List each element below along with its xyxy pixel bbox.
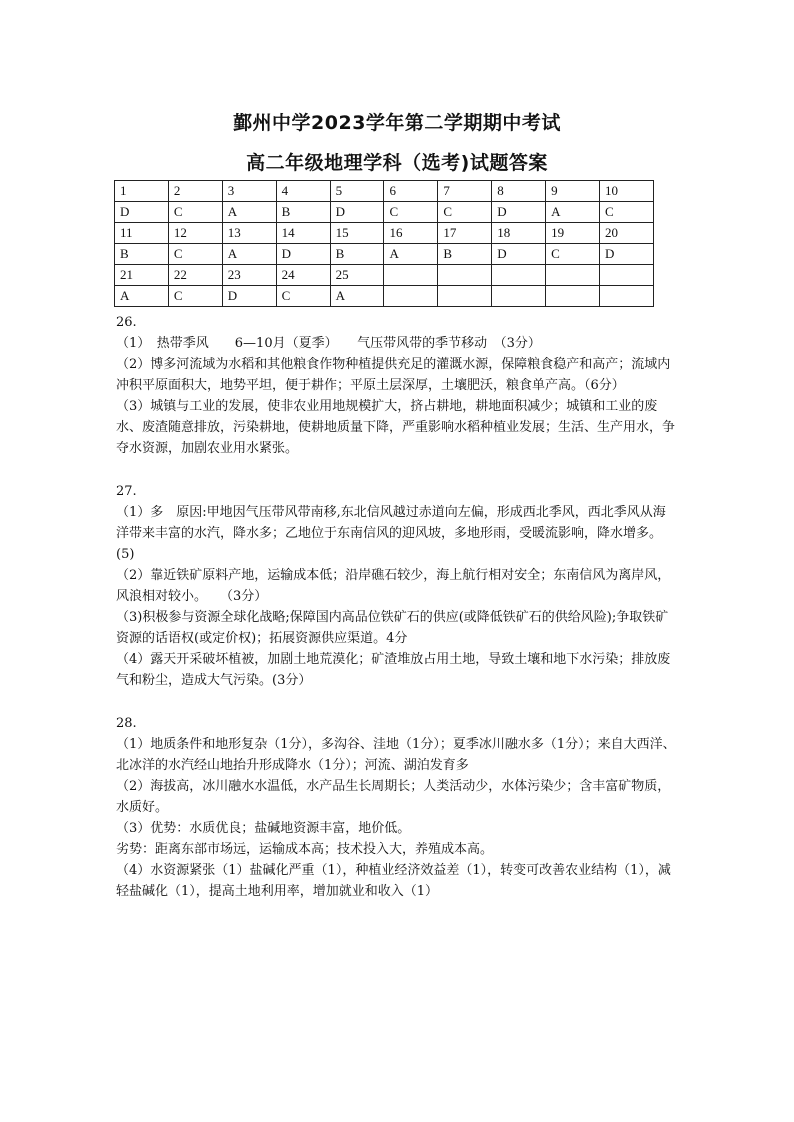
- question-number-cell: 5: [330, 181, 384, 202]
- question-number-cell: [546, 265, 600, 286]
- question-number-row: [115, 223, 654, 244]
- question-number-cell: [438, 265, 492, 286]
- answer-key-cell: A: [384, 244, 438, 265]
- q28-answer-3: （3）优势：水质优良；盐碱地资源丰富，地价低。: [116, 821, 411, 836]
- question-number-cell: [600, 265, 654, 286]
- q28-answer-3-disadvantage: 劣势：距离东部市场远，运输成本高；技术投入大，养殖成本高。: [116, 842, 494, 857]
- question-number-cell: 24: [276, 265, 330, 286]
- answer-key-cell: D: [600, 244, 654, 265]
- answer-key-cell: B: [115, 244, 169, 265]
- answer-key-cell: A: [546, 202, 600, 223]
- answer-key-cell: D: [276, 244, 330, 265]
- question-number-cell: 18: [492, 223, 546, 244]
- question-number-cell: 8: [492, 181, 546, 202]
- question-26-number: 26.: [116, 315, 137, 330]
- q26-answer-2: （2）博多河流域为水稻和其他粮食作物种植提供充足的灌溉水源，保障粮食稳产和高产；流域内冲积平原面积大，地势平坦，便于耕作；平原土层深厚，土壤肥沃，粮食单产高。（6分）: [116, 357, 671, 393]
- answer-key-cell: [492, 286, 546, 307]
- question-number-row: [115, 181, 654, 202]
- question-number-cell: 14: [276, 223, 330, 244]
- answer-key-cell: C: [168, 244, 222, 265]
- q28-answer-2: （2）海拔高，冰川融水水温低，水产品生长周期长；人类活动少，水体污染少；含丰富矿物质，水质好。: [116, 779, 671, 815]
- question-number-cell: 7: [438, 181, 492, 202]
- answer-content: [116, 312, 676, 902]
- question-number-cell: 4: [276, 181, 330, 202]
- answer-key-cell: [384, 286, 438, 307]
- q27-answer-4: （4）露天开采破坏植被，加剧土地荒漠化；矿渣堆放占用土地，导致土壤和地下水污染；排放废气和粉尘，造成大气污染。(3分）: [116, 652, 671, 688]
- q26-answer-1: （1） 热带季风 6—10月（夏季） 气压带风带的季节移动 （3分）: [116, 336, 541, 351]
- answer-key-cell: A: [222, 244, 276, 265]
- question-number-cell: [492, 265, 546, 286]
- question-28-number: 28.: [116, 716, 137, 731]
- question-number-cell: 21: [115, 265, 169, 286]
- q27-answer-2: （2）靠近铁矿原料产地，运输成本低；沿岸礁石较少，海上航行相对安全；东南信风为离岸风，风浪相对较小。 （3分）: [116, 568, 671, 604]
- answer-key-cell: [600, 286, 654, 307]
- exam-title: 鄞州中学2023学年第二学期期中考试: [233, 112, 561, 134]
- answer-key-cell: D: [492, 202, 546, 223]
- question-number-cell: 11: [115, 223, 169, 244]
- question-number-cell: [384, 265, 438, 286]
- answer-key-cell: D: [115, 202, 169, 223]
- answer-key-cell: C: [438, 202, 492, 223]
- q28-answer-4: （4）水资源紧张（1）盐碱化严重（1），种植业经济效益差（1），转变可改善农业结构（1），减轻盐碱化（1），提高土地利用率，增加就业和收入（1）: [116, 863, 671, 899]
- answer-key-cell: D: [330, 202, 384, 223]
- answer-key-cell: A: [330, 286, 384, 307]
- question-number-cell: 20: [600, 223, 654, 244]
- q27-answer-3: （3)积极参与资源全球化战略;保障国内高品位铁矿石的供应(或降低铁矿石的供给风险);争取铁矿资源的话语权(或定价权)；拓展资源供应渠道。4分: [116, 610, 669, 646]
- answer-key-cell: C: [276, 286, 330, 307]
- answer-key-row: [115, 286, 654, 307]
- question-number-cell: 13: [222, 223, 276, 244]
- question-number-cell: 17: [438, 223, 492, 244]
- question-number-cell: 22: [168, 265, 222, 286]
- exam-subtitle: 高二年级地理学科（选考)试题答案: [246, 152, 548, 174]
- question-number-cell: 9: [546, 181, 600, 202]
- answer-key-cell: B: [330, 244, 384, 265]
- answer-key-cell: C: [546, 244, 600, 265]
- q28-answer-1: （1）地质条件和地形复杂（1分），多沟谷、洼地（1分）；夏季冰川融水多（1分）；来自大西洋、北冰洋的水汽经山地抬升形成降水（1分）；河流、湖泊发育多: [116, 737, 676, 773]
- question-number-cell: 25: [330, 265, 384, 286]
- question-number-cell: 15: [330, 223, 384, 244]
- answer-key-row: [115, 244, 654, 265]
- answer-key-cell: [546, 286, 600, 307]
- answer-key-cell: [438, 286, 492, 307]
- q27-answer-1: （1）多 原因:甲地因气压带风带南移,东北信风越过赤道向左偏，形成西北季风，西北季风从海洋带来丰富的水汽，降水多；乙地位于东南信风的迎风坡，多地形雨，受暖流影响，降水增多。(5): [116, 505, 666, 562]
- answer-key-cell: A: [222, 202, 276, 223]
- answer-key-cell: C: [600, 202, 654, 223]
- question-number-cell: 10: [600, 181, 654, 202]
- answer-key-cell: A: [115, 286, 169, 307]
- answer-key-row: [115, 202, 654, 223]
- answer-key-cell: D: [492, 244, 546, 265]
- question-number-cell: 3: [222, 181, 276, 202]
- question-number-cell: 23: [222, 265, 276, 286]
- answer-key-cell: B: [438, 244, 492, 265]
- question-27-number: 27.: [116, 484, 137, 499]
- answer-key-cell: B: [276, 202, 330, 223]
- question-number-cell: 16: [384, 223, 438, 244]
- question-number-row: [115, 265, 654, 286]
- q26-answer-3: （3）城镇与工业的发展，使非农业用地规模扩大，挤占耕地，耕地面积减少；城镇和工业的废水、废渣随意排放，污染耕地，使耕地质量下降，严重影响水稻种植业发展；生活、生产用水，争夺水资源，加剧农业用水紧张。: [116, 399, 676, 456]
- answer-key-cell: C: [168, 286, 222, 307]
- answer-key-cell: D: [222, 286, 276, 307]
- answer-key-cell: C: [168, 202, 222, 223]
- answer-key-cell: C: [384, 202, 438, 223]
- question-number-cell: 2: [168, 181, 222, 202]
- question-number-cell: 19: [546, 223, 600, 244]
- answer-table: [114, 180, 654, 307]
- question-number-cell: 1: [115, 181, 169, 202]
- question-number-cell: 12: [168, 223, 222, 244]
- question-number-cell: 6: [384, 181, 438, 202]
